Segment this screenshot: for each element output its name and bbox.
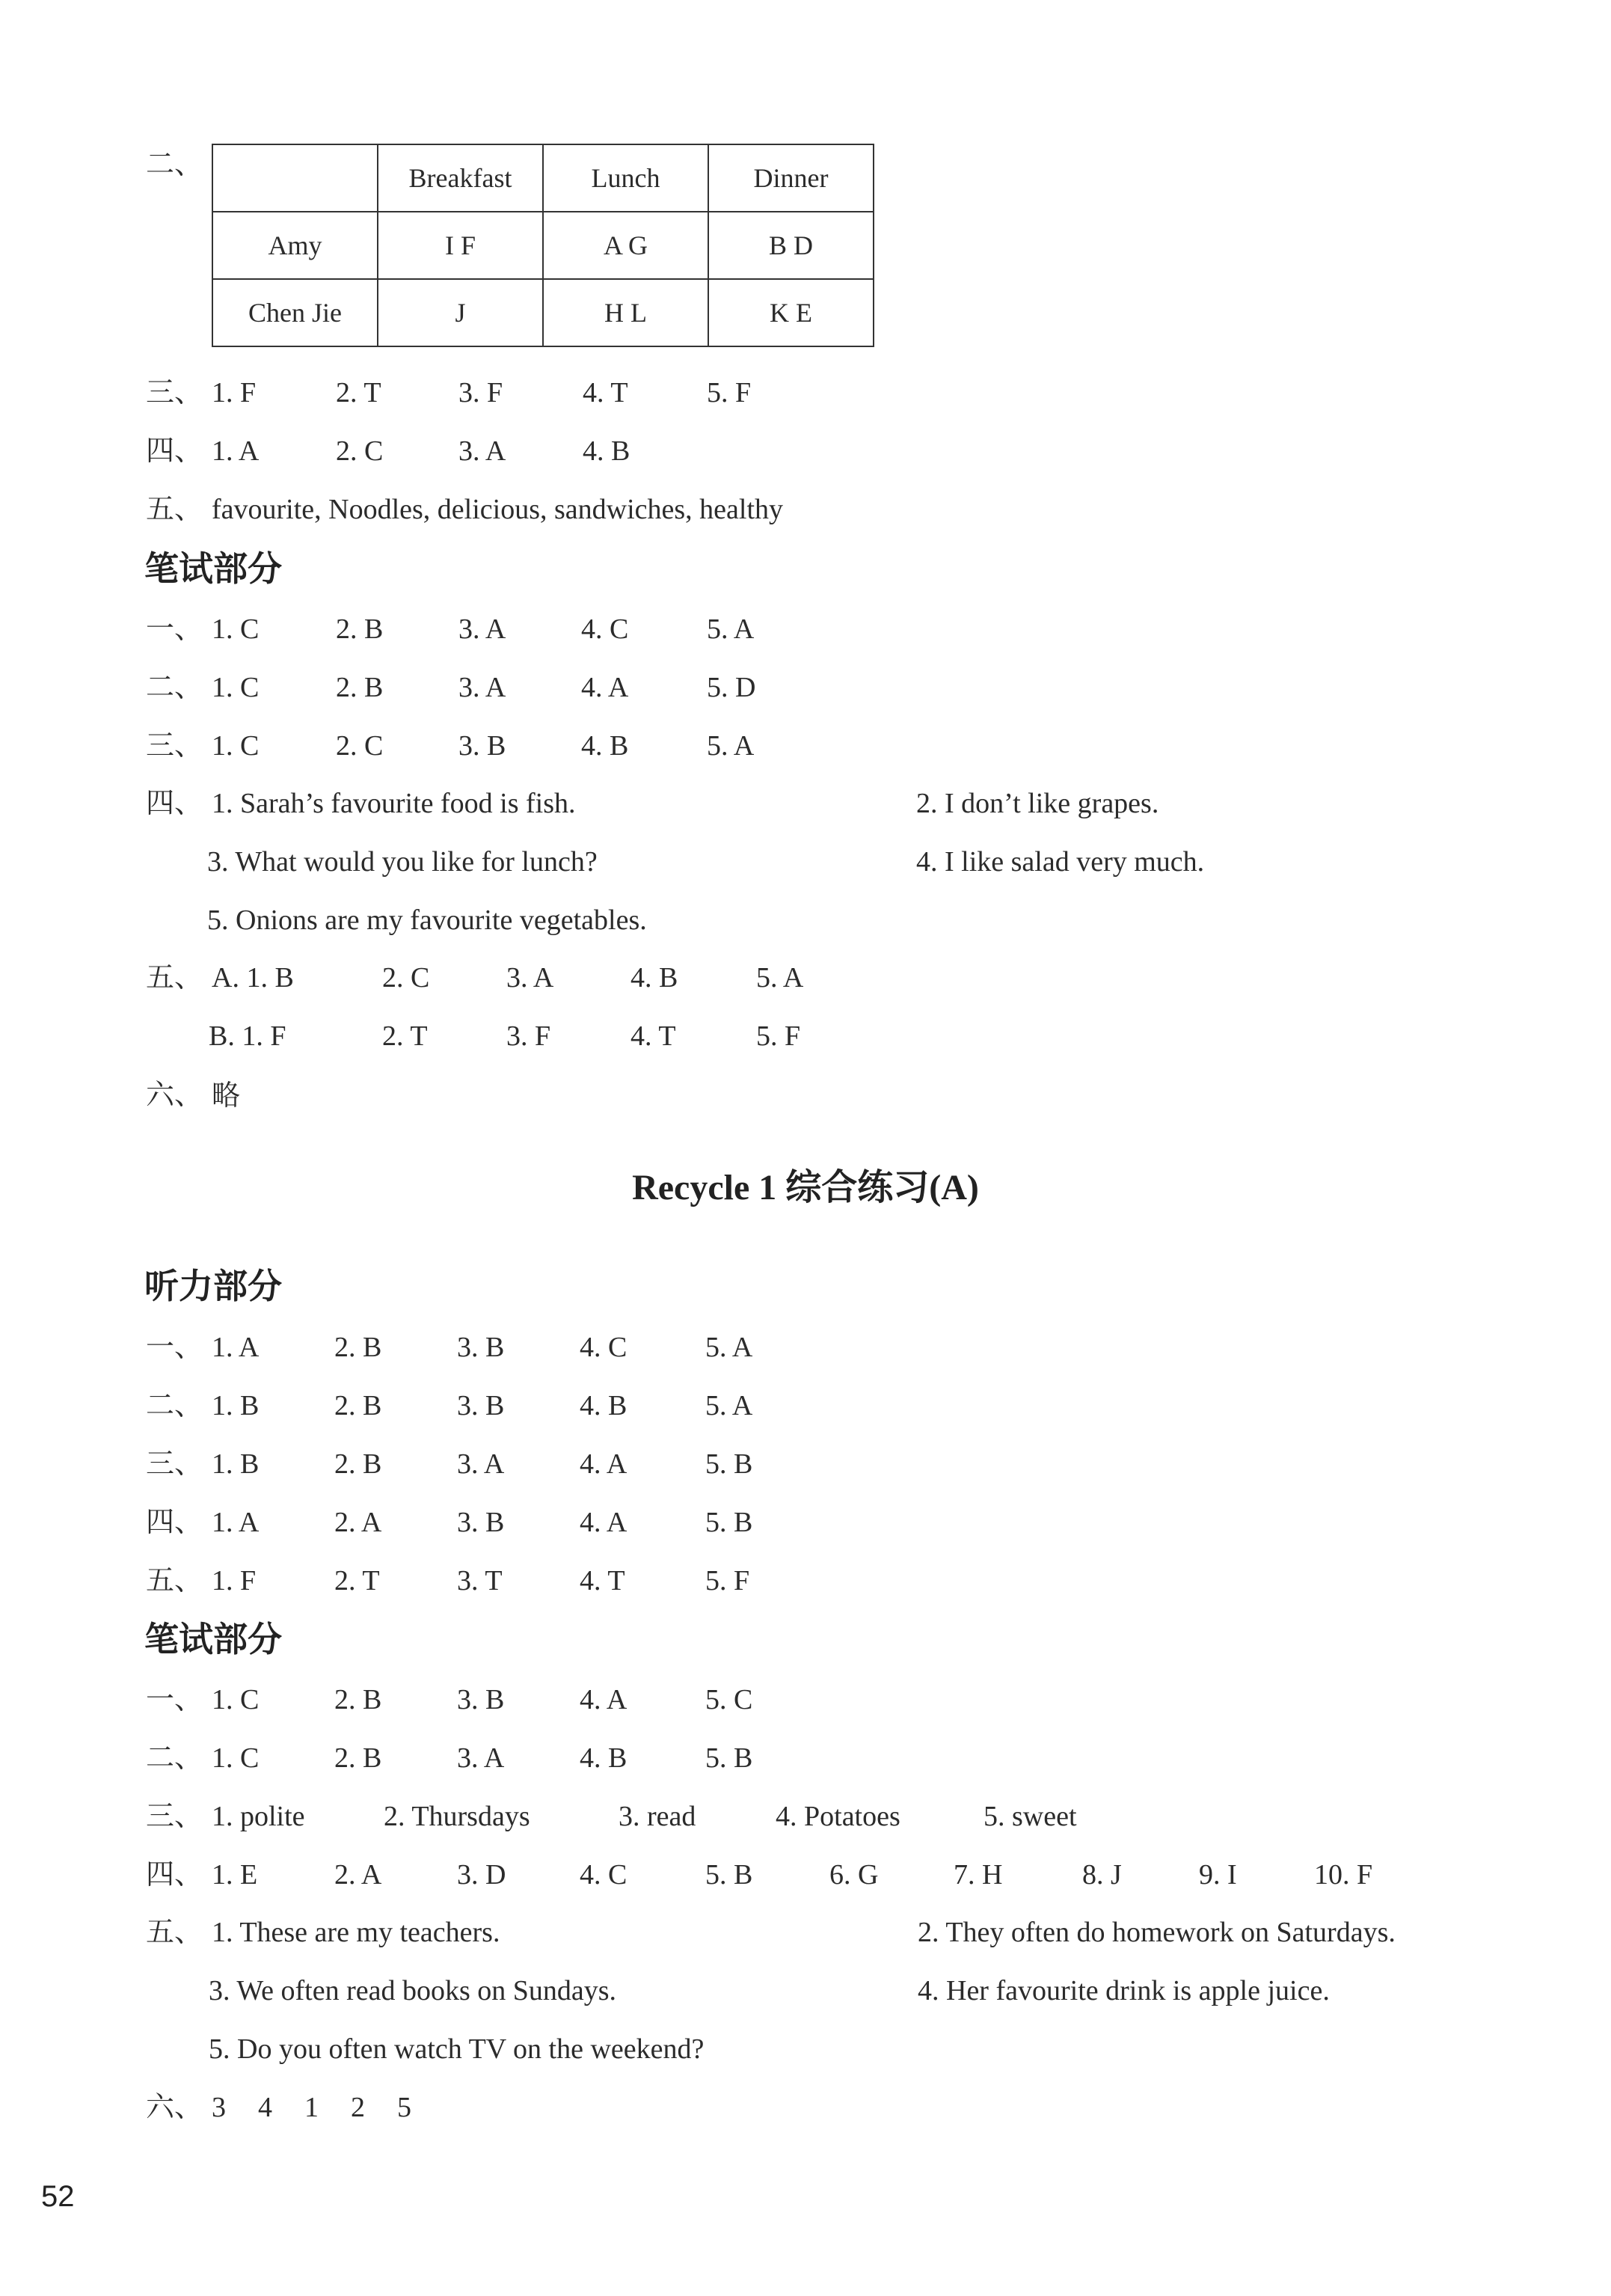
answer-item: 3. A [506, 962, 554, 994]
question-label: 五、 [146, 1565, 203, 1597]
answer-item: 1. B [212, 1448, 260, 1480]
meal-table [212, 144, 874, 347]
question-label: 六、 [146, 2092, 203, 2123]
table-cell: Chen Jie [212, 279, 378, 346]
answer-item: 4. I like salad very much. [916, 846, 1205, 878]
answer-line [146, 1020, 801, 1053]
answer-item: 4. A [580, 1448, 627, 1480]
answer-item: 1. C [212, 1742, 260, 1774]
answer-item: 1. Sarah’s favourite food is fish. [212, 788, 576, 819]
table-row [212, 212, 874, 279]
table-header-cell [212, 144, 378, 212]
answer-line [146, 1916, 1396, 1949]
answer-item: 4. Potatoes [776, 1801, 900, 1832]
answer-item: 5. B [705, 1507, 753, 1538]
answer-line [146, 1506, 753, 1539]
answer-item: 1. C [212, 730, 260, 762]
answer-line [146, 376, 752, 409]
answer-item: 2. B [334, 1684, 382, 1715]
answer-item: 1. A [212, 435, 260, 467]
table-label: 二、 [146, 149, 203, 180]
answer-item: 4. T [630, 1020, 676, 1052]
answer-item: 1. F [212, 377, 257, 408]
answer-item: 1. E [212, 1859, 258, 1891]
answer-item: 2. C [336, 730, 384, 762]
answer-item: 4. B [580, 1390, 627, 1421]
question-label: 六、 [146, 1080, 203, 1111]
question-label: 二、 [146, 1390, 203, 1421]
answer-line [146, 904, 647, 937]
answer-item: 4. A [580, 1684, 627, 1715]
answer-line [146, 1564, 750, 1597]
answer-item: 6. G [829, 1859, 879, 1891]
question-label: 四、 [146, 1859, 203, 1891]
question-label: 四、 [146, 1507, 203, 1538]
answer-item: B. 1. F [209, 1020, 286, 1052]
answer-item: 3. A [457, 1742, 505, 1774]
answer-item: 4. C [581, 613, 629, 645]
answer-line [146, 1974, 1330, 2007]
answer-item: 3. F [458, 377, 503, 408]
answer-item: 5. F [756, 1020, 801, 1052]
answer-line [146, 435, 630, 468]
answer-item: 2. C [336, 435, 384, 467]
answer-item: 3. B [458, 730, 506, 762]
answer-item: 4. T [583, 377, 628, 408]
page-title: Recycle 1 综合练习(A) [632, 1168, 979, 1207]
answer-line [146, 2091, 411, 2124]
answer-item: 5. Do you often watch TV on the weekend? [209, 2033, 705, 2065]
answer-item: 2. Thursdays [384, 1801, 530, 1832]
question-label: 五、 [146, 494, 203, 525]
answer-line [146, 1800, 1077, 1833]
answer-item: 3 [212, 2092, 226, 2123]
answer-item: 1. polite [212, 1801, 305, 1832]
table-cell: B D [708, 212, 874, 279]
answer-item: 3. F [506, 1020, 551, 1052]
answer-item: 4. T [580, 1565, 625, 1597]
answer-item: 3. T [457, 1565, 503, 1597]
answer-item: 3. B [457, 1390, 505, 1421]
answer-item: 4. A [580, 1507, 627, 1538]
answer-item: 10. F [1314, 1859, 1373, 1891]
answer-item: 7. H [954, 1859, 1003, 1891]
answer-item: 5. B [705, 1742, 753, 1774]
answer-line [146, 729, 755, 762]
answer-item: 2. B [334, 1390, 382, 1421]
answer-item: 略 [212, 1079, 241, 1112]
table-cell: K E [708, 279, 874, 346]
section-heading: 听力部分 [144, 1266, 282, 1306]
answer-line [146, 1858, 1373, 1891]
answer-item: 2. B [334, 1448, 382, 1480]
question-label: 五、 [146, 962, 203, 994]
question-label: 二、 [146, 672, 203, 703]
section-heading: 笔试部分 [144, 1619, 282, 1659]
answer-item: 2. B [334, 1742, 382, 1774]
page-number: 52 [41, 2180, 75, 2213]
answer-item: 5. B [705, 1448, 753, 1480]
answer-item: 8. J [1082, 1859, 1122, 1891]
answer-line [146, 1331, 753, 1364]
answer-item: 1. These are my teachers. [212, 1917, 500, 1948]
question-label: 三、 [146, 1448, 203, 1480]
answer-item: 5. B [705, 1859, 753, 1891]
answer-item: 3. What would you like for lunch? [207, 846, 598, 878]
answer-line [146, 1742, 753, 1775]
answer-item: 3. B [457, 1507, 505, 1538]
answer-item: 2 [351, 2092, 365, 2123]
answer-item: 1. A [212, 1332, 260, 1363]
answer-item: 5. A [705, 1332, 753, 1363]
answer-line [146, 787, 1159, 820]
question-label: 一、 [146, 1684, 203, 1715]
answer-item: 4. B [583, 435, 630, 467]
answer-line [146, 1389, 753, 1422]
answer-item: 3. A [458, 613, 506, 645]
table-cell: H L [543, 279, 708, 346]
answer-item: 2. B [334, 1332, 382, 1363]
answer-item: 4. C [580, 1332, 627, 1363]
answer-item: 2. B [336, 672, 384, 703]
answer-item: 2. T [336, 377, 381, 408]
answer-item: 5. D [707, 672, 756, 703]
question-label: 二、 [146, 1742, 203, 1774]
answer-item: 4. B [630, 962, 678, 994]
answer-item: 5. A [707, 730, 755, 762]
answer-item: A. 1. B [212, 962, 294, 994]
answer-item: 9. I [1199, 1859, 1237, 1891]
answer-line [146, 1683, 753, 1716]
question-label: 一、 [146, 1332, 203, 1363]
table-cell: I F [378, 212, 543, 279]
question-label: 四、 [146, 788, 203, 819]
question-label: 一、 [146, 613, 203, 645]
answer-item: 1. B [212, 1390, 260, 1421]
answer-item: 1. C [212, 613, 260, 645]
answer-item: 2. T [382, 1020, 428, 1052]
answer-item: 4. A [581, 672, 629, 703]
answer-item: 4 [258, 2092, 272, 2123]
answer-item: 4. B [580, 1742, 627, 1774]
answer-item: 1. A [212, 1507, 260, 1538]
question-label: 三、 [146, 1801, 203, 1832]
answer-item: 2. I don’t like grapes. [916, 788, 1159, 819]
question-label: 五、 [146, 1917, 203, 1948]
section-heading: 笔试部分 [144, 548, 282, 589]
answer-item: 2. T [334, 1565, 380, 1597]
answer-item: 3. We often read books on Sundays. [209, 1975, 617, 2006]
answer-item: 5. Onions are my favourite vegetables. [207, 904, 647, 936]
answer-item: 3. A [458, 672, 506, 703]
answer-item: 3. A [458, 435, 506, 467]
answer-item: 5. sweet [984, 1801, 1077, 1832]
answer-line [146, 671, 756, 704]
answer-line [146, 1079, 241, 1112]
answer-item: 5. A [705, 1390, 753, 1421]
answer-item: 3. A [457, 1448, 505, 1480]
answer-item: 5 [397, 2092, 411, 2123]
answer-item: 4. C [580, 1859, 627, 1891]
table-header-cell: Breakfast [378, 144, 543, 212]
table-cell: J [378, 279, 543, 346]
question-label: 三、 [146, 377, 203, 408]
answer-line [146, 961, 804, 994]
answer-item: 1. C [212, 672, 260, 703]
answer-item: 5. C [705, 1684, 753, 1715]
answer-item: 2. They often do homework on Saturdays. [918, 1917, 1396, 1948]
table-cell: A G [543, 212, 708, 279]
answer-item: 2. A [334, 1507, 382, 1538]
table-header-row [212, 144, 874, 212]
answer-item: 3. read [619, 1801, 696, 1832]
question-label: 四、 [146, 435, 203, 467]
answer-item: 4. B [581, 730, 629, 762]
answer-item: 5. A [707, 613, 755, 645]
table-header-cell: Dinner [708, 144, 874, 212]
answer-item: 3. B [457, 1332, 505, 1363]
table-row [212, 279, 874, 346]
answer-item: 5. F [705, 1565, 750, 1597]
answer-item: 1 [304, 2092, 319, 2123]
table-header-cell: Lunch [543, 144, 708, 212]
answer-item: 5. F [707, 377, 752, 408]
answer-item: 5. A [756, 962, 804, 994]
table-cell: Amy [212, 212, 378, 279]
answer-item: 2. B [336, 613, 384, 645]
answer-line [146, 613, 755, 646]
answer-item: favourite, Noodles, delicious, sandwiches, healthy [212, 494, 784, 525]
answer-line [146, 845, 1205, 878]
answer-item: 1. F [212, 1565, 257, 1597]
answer-line [146, 493, 784, 526]
answer-item: 4. Her favourite drink is apple juice. [918, 1975, 1330, 2006]
answer-item: 3. D [457, 1859, 506, 1891]
answer-item: 2. C [382, 962, 430, 994]
question-label: 三、 [146, 730, 203, 762]
answer-item: 2. A [334, 1859, 382, 1891]
answer-line [146, 2033, 705, 2066]
answer-item: 1. C [212, 1684, 260, 1715]
answer-item: 3. B [457, 1684, 505, 1715]
answer-line [146, 1448, 753, 1481]
